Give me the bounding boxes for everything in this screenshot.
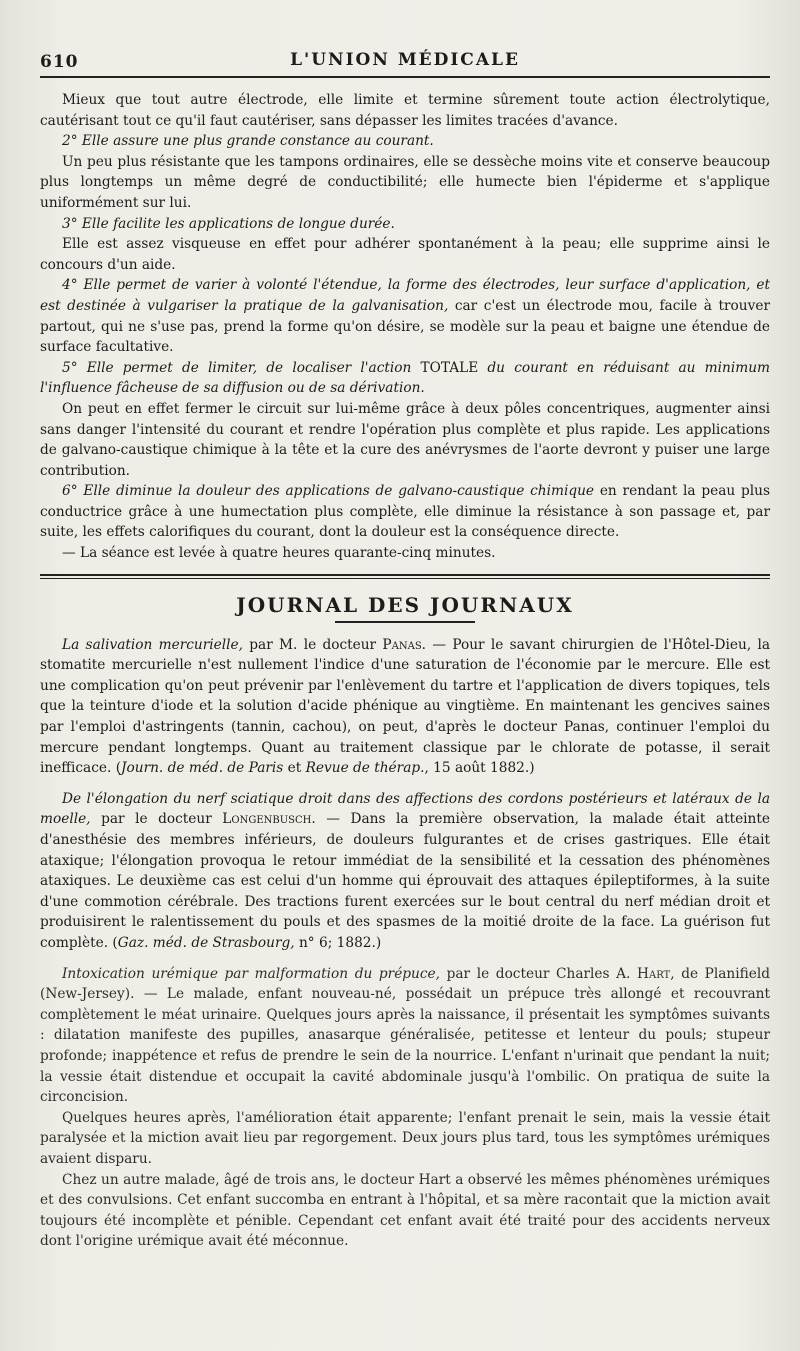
article-author: Longenbusch. xyxy=(222,811,316,828)
article-paragraph: De l'élongation du nerf sciatique droit dans des affections des cordons postérieurs et latéraux de la moelle, par le docteur Longenbusch. — Dans la première observation, la malade était atteinte d'anesthésie des membres inférieurs, de douleurs fulgurantes et de crises gastriques. Elle était ataxique; l'élongation provoqua le retour immédiat de la sensibilité et la cessation des phénomènes ataxiques. Le deuxième cas est celui d'un homme qui éprouvait des attaques épileptiformes, à la suite d'une commotion cérébrale. Des tractions furent exercées sur le bout central du nerf médian droit et produisirent le ralentissement du pouls et des spasmes de la moitié droite de la face. La guérison fut complète. (Gaz. méd. de Strasbourg, n° 6; 1882.) xyxy=(40,790,770,951)
point-5-heading: 5° Elle permet de limiter, de localiser l'action TOTALE du courant en réduisant au minimum l'influence fâcheuse de sa diffusion ou de sa dérivation. xyxy=(40,359,771,397)
article-title: De l'élongation du nerf sciatique droit dans des affections des cordons postérieurs et latéraux de la moelle, xyxy=(40,790,770,828)
intro-section xyxy=(40,90,770,564)
article-author: Panas. xyxy=(382,636,427,653)
article-paragraph: La salivation mercurielle, par M. le docteur Panas. — Pour le savant chirurgien de l'Hôtel-Dieu, la stomatite mercurielle n'est nullement l'indice d'une saturation de l'économie par le mercure. Elle est une complication qu'on peut prévenir par l'enlèvement du tartre et l'application de divers topiques, tels que la teinture d'iode et la solution d'acide phénique au vingtième. En maintenant les gencives saines par l'emploi d'astringents (tannin, cachou), on peut, d'après le docteur Panas, continuer l'emploi du mercure pendant longtemps. Quant au traitement classique par le chlorate de potasse, il serait inefficace. (Journ. de méd. de Paris et Revue de thérap., 15 août 1882.) xyxy=(40,636,771,777)
section-title: JOURNAL DES JOURNAUX xyxy=(236,592,574,617)
page-number: 610 xyxy=(40,52,79,72)
article-intoxication xyxy=(40,964,770,1252)
point-6-paragraph: 6° Elle diminue la douleur des applications de galvano-caustique chimique en rendant la peau plus conductrice grâce à une humectation plus complète, elle diminue la résistance à son passage et, par suite, les effets calorifiques du courant, dont la douleur est la conséquence directe. xyxy=(40,483,771,541)
closing-line: — La séance est levée à quatre heures quarante-cinq minutes. xyxy=(62,545,496,562)
article-title: La salivation mercurielle, xyxy=(62,636,243,653)
article-author: Hart, xyxy=(637,965,675,982)
article-paragraph: Quelques heures après, l'amélioration était apparente; l'enfant prenait le sein, mais la vessie était paralysée et la miction avait lieu par regorgement. Deux jours plus tard, tous les symptômes urémiques avaient disparu. xyxy=(40,1109,770,1167)
article-elongation xyxy=(40,789,770,954)
article-title: Intoxication urémique par malformation du prépuce, xyxy=(62,965,440,982)
article-salivation xyxy=(40,635,770,779)
point-2-text: Un peu plus résistante que les tampons ordinaires, elle se dessèche moins vite et conserve beaucoup plus longtemps un même degré de conductibilité; elle humecte bien l'épiderme et s'applique uniformément sur lui. xyxy=(40,153,770,211)
point-4-paragraph: 4° Elle permet de varier à volonté l'étendue, la forme des électrodes, leur surface d'application, et est destinée à vulgariser la pratique de la galvanisation, car c'est un électrode mou, facile à trouver partout, qui ne s'use pas, prend la forme qu'on désire, se modèle sur la peau et baigne une étendue de surface facultative. xyxy=(40,277,770,356)
page-header xyxy=(40,50,770,78)
title-rule xyxy=(335,621,475,623)
article-paragraph: Intoxication urémique par malformation du prépuce, par le docteur Charles A. Hart, de Planifield (New-Jersey). — Le malade, enfant nouveau-né, possédait un prépuce très allongé et recouvrant complètement le méat urinaire. Quelques jours après la naissance, il présentait les symptômes suivants : dilatation manifeste des pupilles, anasarque généralisée, petitesse et lenteur du pouls; stupeur profonde; inappétence et refus de prendre le sein de la nourrice. L'enfant n'urinait que pendant la nuit; la vessie était distendue et occupait la cavité abdominale jusqu'à l'ombilic. On pratiqua de suite la circoncision. xyxy=(40,965,770,1106)
intro-paragraph: Mieux que tout autre électrode, elle limite et termine sûrement toute action électrolytique, cautérisant tout ce qu'il faut cautériser, sans dépasser les limites tracées d'avance. xyxy=(40,92,770,129)
article-paragraph: Chez un autre malade, âgé de trois ans, le docteur Hart a observé les mêmes phénomènes urémiques et des convulsions. Cet enfant succomba en entrant à l'hôpital, et sa mère racontait que la miction avait toujours été incomplète et pénible. Cependant cet enfant avait été traité pour des accidents nerveux dont l'origine urémique avait été méconnue. xyxy=(40,1171,770,1250)
section-divider xyxy=(40,574,770,579)
point-3-text: Elle est assez visqueuse en effet pour adhérer spontanément à la peau; elle supprime ainsi le concours d'un aide. xyxy=(40,236,770,273)
running-head: L'UNION MÉDICALE xyxy=(290,50,520,70)
point-5-text: On peut en effet fermer le circuit sur lui-même grâce à deux pôles concentriques, augmenter ainsi sans danger l'intensité du courant et rendre l'opération plus complète et plus rapide. Les applications de galvano-caustique chimique à la tête et la cure des anévrysmes de l'aorte devront y puiser une large contribution. xyxy=(40,400,770,479)
point-3-heading: 3° Elle facilite les applications de longue durée. xyxy=(62,215,395,232)
point-2-heading: 2° Elle assure une plus grande constance au courant. xyxy=(62,133,434,150)
